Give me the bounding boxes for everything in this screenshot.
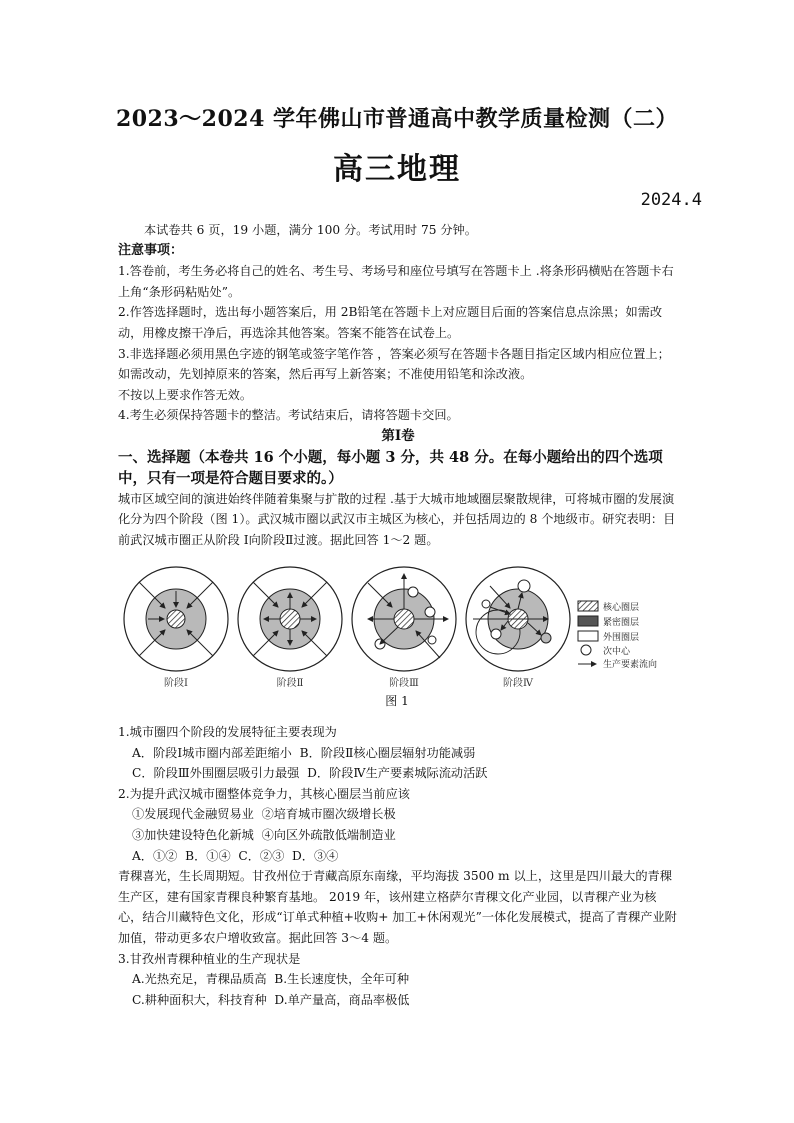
- exam-title: 2023～2024 学年佛山市普通高中教学质量检测（二）: [115, 106, 679, 132]
- question-1-option: A．阶段Ⅰ城市圈内部差距缩小 B．阶段Ⅱ核心圈层辐射功能减弱: [132, 745, 476, 760]
- stage-3-diagram: [352, 567, 456, 671]
- stage-4-diagram: [466, 567, 570, 671]
- question-2-stem: 2.为提升武汉城市圈整体竞争力，其核心圈层当前应该: [118, 786, 410, 801]
- question-2-statement: ③加快建设特色化新城 ④向区外疏散低端制造业: [132, 827, 396, 842]
- exam-date: 2024.4: [640, 190, 702, 210]
- legend-label: 紧密圈层: [603, 618, 640, 628]
- stage-label: 阶段Ⅰ: [164, 678, 188, 689]
- figure-legend: [578, 601, 657, 670]
- notice-item: 2.作答选择题时，选出每小题答案后，用 2B铅笔在答题卡上对应题目后面的答案信息点涂黑；如需改动，用橡皮擦干净后，再选涂其他答案。答案不能答在试卷上。: [118, 305, 663, 340]
- legend-label: 外围圈层: [603, 633, 640, 643]
- part-label: 第Ⅰ卷: [381, 427, 415, 444]
- intro-text: 本试卷共 6 页，19 小题，满分 100 分。考试用时 75 分钟。: [144, 223, 477, 237]
- stage-label: 阶段Ⅳ: [503, 678, 533, 689]
- notice-heading: 注意事项：: [118, 242, 184, 258]
- stage-label: 阶段Ⅲ: [389, 678, 419, 689]
- legend-close-swatch: [578, 616, 598, 626]
- question-3-option: C.耕种面积大，科技育种 D.单产量高，商品率极低: [132, 992, 410, 1007]
- legend-core-swatch: [578, 601, 598, 611]
- passage-2: 青稞喜光，生长周期短。甘孜州位于青藏高原东南缘，平均海拔 3500 m 以上，这里是四川最大的青稞生产区，建有国家青稞良种繁育基地。 2019 年，该州建立格萨尔青稞文化产业园，以青稞产业为核心，结合川藏特色文化，形成“订单式种植+收购+ 加工+休闲观光”一体化发展模式，提高了青稞产业附加值，带动更多农户增收致富。据此回答 3～4 题。: [118, 869, 677, 945]
- question-3-option: A.光热充足，青稞品质高 B.生长速度快，全年可种: [132, 972, 410, 987]
- question-2-options: A．①② B．①④ C．②③ D．③④: [132, 848, 339, 863]
- legend-label: 生产要素流向: [603, 660, 658, 670]
- subject-title: 高三地理: [333, 152, 461, 187]
- legend-label: 核心圈层: [603, 603, 640, 613]
- figure-1-diagram: [118, 566, 698, 691]
- stage-2-diagram: [238, 567, 342, 671]
- legend-outer-swatch: [578, 631, 598, 641]
- questions-block: [118, 722, 678, 1010]
- question-1-stem: 1.城市圈四个阶段的发展特征主要表现为: [118, 725, 337, 739]
- question-3-stem: 3.甘孜州青稞种植业的生产现状是: [118, 951, 301, 966]
- notice-item: 不按以上要求作答无效。: [118, 387, 253, 402]
- passage-1: 城市区域空间的演进始终伴随着集聚与扩散的过程 .基于大城市地域圈层聚散规律，可将城市圈的发展演化分为四个阶段（图 1）。武汉城市圈以武汉市主城区为核心，并包括周边的 8 个地级市。研究表明：目前武汉城市圈正从阶段 Ⅰ向阶段Ⅱ过渡。据此回答 1～2 题。: [118, 491, 676, 547]
- figure-caption: 图 1: [385, 694, 409, 708]
- notice-item: 3.非选择题必须用黑色字迹的钢笔或签字笔作答 ，答案必须写在答题卡各题目指定区域内相应位置上；如需改动，先划掉原来的答案，然后再写上新答案；不准使用铅笔和涂改液。: [118, 346, 670, 382]
- section-heading: 一、选择题（本卷共 16 个小题，每小题 3 分，共 48 分。在每小题给出的四个选项中，只有一项是符合题目要求的。）: [118, 448, 663, 487]
- notice-item: 4.考生必须保持答题卡的整洁。考试结束后，请将答题卡交回。: [118, 408, 459, 423]
- legend-label: 次中心: [603, 647, 631, 657]
- instructions-block: [118, 220, 678, 550]
- notice-item: 1.答卷前，考生务必将自己的姓名、考生号、考场号和座位号填写在答题卡上 .将条形码横贴在答题卡右上角“条形码粘贴处”。: [118, 264, 674, 299]
- legend-subcenter-swatch: [581, 645, 591, 655]
- question-2-statement: ①发展现代金融贸易业 ②培育城市圈次级增长极: [132, 807, 396, 822]
- stage-1-diagram: [124, 567, 228, 671]
- stage-label: 阶段Ⅱ: [276, 678, 304, 689]
- question-1-option: C．阶段Ⅲ外围圈层吸引力最强 D．阶段Ⅳ生产要素城际流动活跃: [132, 766, 488, 781]
